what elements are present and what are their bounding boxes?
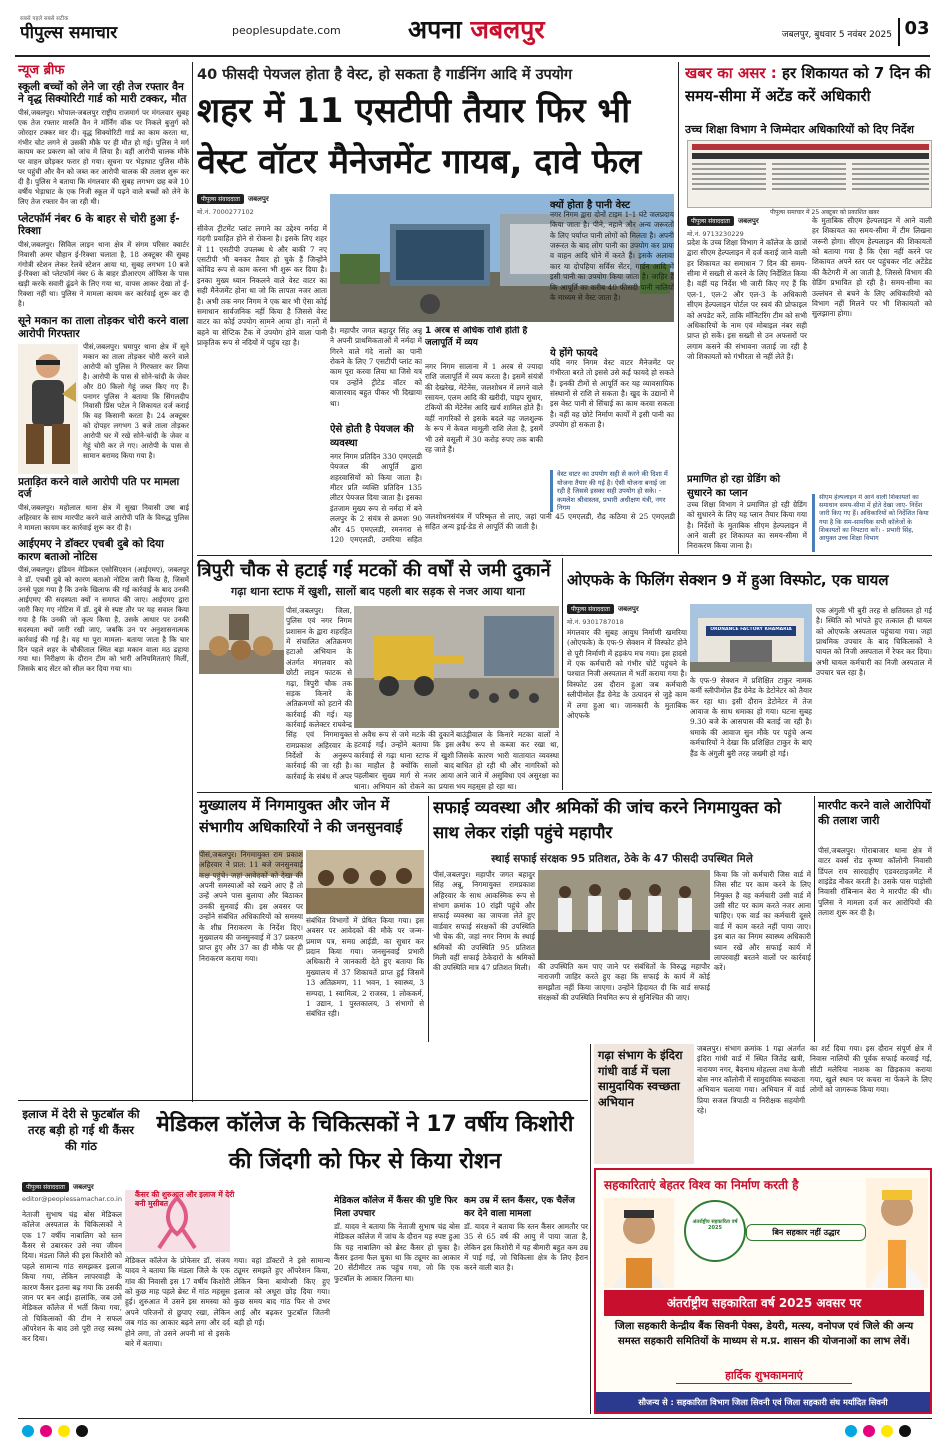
grievance-kicker xyxy=(685,62,933,120)
advert-minister-portrait xyxy=(866,1178,928,1288)
section-city: जबलपुर xyxy=(470,15,545,44)
advert-logo-text: अंतर्राष्ट्रीय सहकारिता वर्ष 2025 xyxy=(692,1219,738,1231)
advert-sponsor: सौजन्य से : सहकारिता विभाग जिला सिवनी एवं जिला सहकारी संघ मर्यादित सिवनी xyxy=(596,1392,930,1412)
byline-city: जबलपुर xyxy=(617,604,639,613)
column-divider xyxy=(428,796,429,1042)
page-number: 03 xyxy=(898,18,930,46)
grievance-quote-text: सीएम हेल्पलाइन में आने वाली शिकायतों का समाधान समय-सीमा में होते देखा जाए- निर्देश जारी किए गए हैं। अधिकारियों को निर्देशित किया गया है कि सम-सामयिक सभी कॉलेजों के शिकायतों का निपटारा करें। - प्रभारी सिंह, आयुक्त उच्च शिक्षा विभाग xyxy=(819,494,929,542)
brief-headline: सूने मकान का ताला तोड़कर चोरी करने वाला आरोपी गिरफ्तार xyxy=(18,315,189,340)
tripuri-photo-left xyxy=(199,606,284,674)
mayor-headline: सफाई व्यवस्था और श्रमिकों की जांच करने निगमायुक्त को साथ लेकर रांझी पहुंचे महापौर xyxy=(433,798,782,842)
byline-source: पीपुल्स संवाददाता xyxy=(687,216,734,226)
grievance-col2: के मुताबिक सीएम हेल्पलाइन में आने वाली हर शिकायत का समय-सीमा में टीम लिखना जरूरी होगा। सीएम हेल्पलाइन की शिकायतों को बताया गया है कि ऐसा नहीं करने पर शिकायत अपने स्तर पर पहुंचकर नॉट अटेंडेड की कैटेगरी में आ जाती है, जिससे विभाग की ग्रेडिंग प्रभावित हो रही है। समय-सीमा का उल्लंघन से बचने के लिए अधिकारियों को विभाग नहीं मिलने पर भी शिकायतों को सुलझाना होगा। xyxy=(812,216,932,319)
stp-col4: नगर निगम द्वारा दोनों टाइम 1-1 घंटे जलप्रदाय किया जाता है। पीने, नहाने और अन्य जरूरतों के लिए पर्याप्त पानी लोगों को मिलता है। अपनी जरूरत के बाद लोग पानी का उपयोग कर प्रायः व वाहन आदि धोने में करते हैं। इसके अलावा कार या दोपहिया सर्विस सेंटर, गार्डन आदि में इसी पानी का उपयोग किया जाता है। जाहिर है कि आपूर्ति का करीब 40 फीसदी पानी नालियों के माध्यम से वेस्ट जाता है। xyxy=(550,210,674,302)
mayor-col4: जबलपुर। संभाग क्रमांक 1 गढ़ा अंतर्गत इंदिरा गांधी वार्ड में स्थित जितेंद्र खत्री, नारायण नगर, बैदनाथ मोहल्ला तथा केजी बोस नगर कॉलोनी में सामुदायिक स्वच्छता अभियान चलाया गया। अभियान में वार्ड प्रिया सजल त्रिपाठी व निरीक्षक सहयोगी रहे। xyxy=(697,1044,805,1116)
medical-col5-head: कम उम्र में स्तन कैंसर, एक चैलेंज कर देने वाला मामला xyxy=(464,1196,575,1219)
tripuri-subhead: गढ़ा थाना स्टाफ में खुशी, सालों बाद पहली बार सड़क से नजर आया थाना xyxy=(231,585,525,598)
registration-mark xyxy=(881,1425,893,1437)
stp-col4-subhead2: ये होंगे फायदे xyxy=(550,348,598,359)
registration-mark xyxy=(58,1425,70,1437)
website-link[interactable]: peoplesupdate.com xyxy=(232,24,341,37)
brief-body: पीसं,जबलपुर। भोपाल-जबलपुर राष्ट्रीय राजमार्ग पर मंगलवार सुबह एक तेज रफ्तार मारुति वैन ने मॉर्निंग वॉक पर निकले बुजुर्ग को जोरदार टक्कर मार दी। वृद्ध सिक्योरिटी गार्ड का काम करता था, गंभीर चोट लगने से उसकी मौके पर ही मौत हो गई। पुलिस ने मर्ग कायम कर प्रकरण को जांच में लिया है। वहीं आरोपी चालक मौके पर वाहन छोड़कर फरार हो गया। सूचना पर भेड़ाघाट पुलिस मौके पर पहुंची और वैन को जब्त कर आरोपी चालक की तलाश शुरू कर दी है। पुलिस ने बताया कि मंगलवार की सुबह लगभग छह बजे 10 वर्षीय भेड़ाघाट के एक निजी स्कूल में पढ़ने वाले बच्चों को लेने के लिए तेज रफ्तार वैन जा रही थी। xyxy=(18,107,189,207)
brief-headline: प्रताड़ित करने वाले आरोपी पति पर मामला दर्ज xyxy=(18,475,180,501)
masthead xyxy=(0,0,945,58)
news-brief-label xyxy=(18,60,189,78)
medical-col3: गया। वहां डॉक्टरों ने इसे सामान्य ट्यूमर समझते हुए ऑपरेशन किया, लेकिन बिना बायोप्सी किए हुए इलाज को अधूरा छोड़ दिया गया। कुछ समय बाद गांठ फिर से उभर आई और बढ़कर फुटबॉल जितनी बड़ी हो गई। xyxy=(234,1256,330,1328)
byline-mobile: मो.नं. 9713230229 xyxy=(687,230,744,238)
cleanliness-box-headline: गढ़ा संभाग के इंदिरा गांधी वार्ड में चला सामुदायिक स्वच्छता अभियान xyxy=(598,1048,683,1109)
stp-col3-subhead: ऐसे होती है पेयजल की व्यवस्था xyxy=(330,424,414,449)
news-brief-column xyxy=(18,60,189,1100)
medical-col4: डॉ. यादव ने बताया कि नेताजी सुभाष चंद्र बोस मेडिकल कॉलेज में जांच के दौरान यह स्पष्ट हुआ कि यह नाबालिग को ब्रेस्ट कैंसर हो चुका है। कैंसर इतना फैल चुका था कि ट्यूमर का आकार 20 सेंटीमीटर तक पहुंच गया, जो कि एक फुटबॉल के आकार जितना था। xyxy=(334,1222,460,1283)
registration-mark xyxy=(845,1425,857,1437)
hearing-col2: संबंधित विभागों में प्रेषित किया गया। इस अवसर पर आवेदकों की मौके पर जन्म-प्रमाण पत्र, समग्र आईडी, का सुधार कर प्रदान किया गया। जनसुनवाई प्रभारी अधिकारी ने जानकारी देते हुए बताया कि मुख्यालय में 37 शिकायतें प्राप्त हुईं जिसमें 13 अतिक्रमण, 11 भवन, 1 स्वास्थ्य, 3 सम्पदा, 1 स्वामित्व, 2 राजस्व, 1 लोककर्म, 1 उद्यान, 1 पुस्तकालय, 3 संभागों से संबंधित रही। xyxy=(306,916,424,1019)
clipping-image xyxy=(687,140,932,208)
byline-city: जबलपुर xyxy=(72,1182,94,1191)
mayor-col2: की उपस्थिति कम पाए जाने पर संबंधितों के विरुद्ध महापौर नाराजगी जाहिर करते हुए कहा कि सफाई के कार्य में कोई समझौता नहीं किया जाएगा। उन्होंने हिदायत दी कि वार्ड सफाई संरक्षकों की उपस्थिति नियमित रूप से सुनिश्चित की जाए। xyxy=(538,962,710,1003)
news-brief-prefix: न्यूज xyxy=(18,63,40,78)
brand-name: पीपुल्स समाचार xyxy=(20,23,118,43)
stp-byline xyxy=(197,194,327,220)
ofk-headline: ओएफके के फिलिंग सेक्शन 9 में हुआ विस्फोट, एक घायल xyxy=(567,571,889,589)
hearing-col1: पीसं,जबलपुर। निगमायुक्त राम प्रकाश अहिरवार ने प्रात: 11 बजे जनसुनवाई कक्ष पहुंचे। जहां आवेदकों को देखा की अपनी समस्याओं को रखने आए हैं तो उन्हें अपने पास बुलाया और बिठाकर उनकी सुनवाई की। इस अवसर पर उन्होंने संबंधित अधिकारियों को समस्या के शीघ्र निराकरण के निर्देश दिए। मुख्यालय की जनसुनवाई में 37 प्रकरण प्राप्त हुए और 37 का ही मौके पर ही निराकरण कराया गया। xyxy=(199,850,303,963)
section-title xyxy=(408,12,608,48)
ofk-col2: के एफ-9 सेक्शन में प्रशिक्षित टाकुर नामक कर्मी स्लीपीमोल हैंड ग्रेनेड के डेटोनेटर को तैयार कर रहा था। इसी दौरान डेटोनेटर में तेज आवाज के साथ धमाका हो गया। घटना सुबह 9.30 बजे के आसपास की बताई जा रही है। धमाके की आवाज सुन मौके पर पहुंचे अन्य कर्मचारियों ने देखा कि प्रशिक्षित टाकुर के बाएं हैंड के अंगुली बुरी तरह जख्मी हो गई। xyxy=(690,676,812,758)
registration-mark xyxy=(76,1425,88,1437)
brief-item xyxy=(18,81,189,207)
byline-source: पीपुल्स संवाददाता xyxy=(567,604,614,614)
column-divider xyxy=(562,558,563,790)
grievance-quote xyxy=(812,494,932,552)
stp-quote-text: वेस्ट वाटर का उपयोग सही से करने की दिशा में योजना तैयार की गई है। ऐसी योजना बनाई जा रही है जिससे इसका सही उपयोग हो सके। - कमलेश श्रीवास्तव, प्रभारी अधीक्षण यंत्री, नगर निगम xyxy=(557,470,668,512)
medical-col2: मेडिकल कॉलेज के प्रोफेसर डॉ. संजय यादव ने बताया कि मंडला जिले के एक गांव की निवासी इस 17 वर्षीय किशोरी को कुछ माह पहले ब्रेस्ट में गांठ महसूस हुई। शुरुआत में उसने इस समस्या को अपने परिजनों से छुपाए रखा, लेकिन जब गांठ का आकार बढ़ने लगा और दर्द होने लगा, तो उसने अपनी मां से इसके बारे में बताया। xyxy=(125,1256,230,1348)
advert-cm-portrait xyxy=(604,1198,674,1288)
brief-body: पीसं,जबलपुर। इंडियन मेडिकल एसोसिएशन (आईएमए), जबलपुर ने डॉ. एचबी दुबे को कारण बताओ नोटिस जारी किया है, जिसमें उनसे पूछा गया है कि उनके खिलाफ की गई कार्रवाई के बाद उनकी आईएमए की सदस्यता क्यों न समाप्त की जाए। आईएमए द्वारा जारी किए गए नोटिस में डॉ. दुबे से स्पष्ट तौर पर यह सवाल किया गया है कि उनकी जो कृत्य किया है, उसके आधार पर उनकी सदस्यता क्यों जारी रखी जाए, जबकि उन पर अनुशासनात्मक कार्रवाई की गई है। यह था पूरा मामला- बताया जाता है कि चार दिन पहले शहर के चौकीताल स्थित बड़ा मकान वाला मठ ढहाया गया था। निरीक्षण के दौरान टीम को भारी अनियमितताएं मिलीं, जिसके बाद सेंटर को सील कर दिया गया था। xyxy=(18,565,189,674)
ofk-sidebar-headline: मारपीट करने वाले आरोपियों की तलाश जारी xyxy=(818,799,931,827)
medical-col5: डॉ. यादव ने बताया कि स्तन कैंसर आमतौर पर 35 से 65 वर्ष की आयु में पाया जाता है, लेकिन इस किशोरी में यह बीमारी बहुत कम उम्र में पाई गई, जो चिकित्सा क्षेत्र के लिए हैरान करने वाली बात है। xyxy=(464,1222,588,1273)
hearing-headline: मुख्यालय में निगमायुक्त और जोन में संभागीय अधिकारियों ने की जनसुनवाई xyxy=(199,798,403,836)
byline-email: editor@peoplessamachar.co.in xyxy=(22,1195,122,1203)
ofk-gate-photo xyxy=(690,604,812,672)
mayor-photo xyxy=(538,870,710,960)
news-brief-suffix: ब्रीफ xyxy=(43,63,65,78)
masthead-rule xyxy=(15,55,930,57)
ofk-sidebar-body: पीसं,जबलपुर। गोराबाजार थाना क्षेत्र में वाटर वर्क्स रोड कृष्णा कॉलोनी निवासी डिंपल राय सारदाहीए एडवरटाइजमेंट में शाइंडेड नौकर करती है। उसके पास पाड़ोसी निवासी रॉबिन्सन बेरा ने मारपीट की थी। पुलिस ने मामला दर्ज कर आरोपियों की तलाश शुरू कर दी है। xyxy=(818,846,932,918)
medical-col2-tag: कैंसर की शुरुआत और इलाज में देरी बनी मुसीबत xyxy=(135,1190,235,1209)
registration-mark xyxy=(899,1425,911,1437)
column-divider xyxy=(678,62,679,554)
stp-photo-caption: 1 अरब से अधिक राशि होती है जलापूर्ति में व्यय xyxy=(425,326,528,348)
grievance-col1-subhead: प्रमाणित हो रहा ग्रेडिंग को सुधारने का प्लान xyxy=(687,474,781,499)
brief-item xyxy=(18,476,189,533)
column-divider xyxy=(590,1044,591,1414)
medical-col1: नेताजी सुभाष चंद्र बोस मेडिकल कॉलेज अस्पताल के चिकित्सकों ने एक 17 वर्षीय नाबालिग को स्तन कैंसर से उबारकर उसे नया जीवन दिया। मंडला जिले की इस किशोरी को पहले सामान्य गांठ समझकर इलाज किया गया, लेकिन लापरवाही के कारण कैंसर इतना बढ़ गया कि उसकी जान पर बन आई। हालांकि, जब उसे मेडिकल कॉलेज में भर्ती किया गया, तो चिकित्सकों की टीम ने सफल ऑपरेशन के बाद उसे पूरी तरह स्वस्थ कर दिया। xyxy=(22,1210,122,1344)
advert-body: जिला सहकारी केन्द्रीय बैंक सिवनी पेक्स, डेयरी, मत्स्य, वनोपज एवं जिले की अन्य समस्त सहकारी समितियों के माध्यम से म.प्र. शासन की योजनाओं का लाभ लेवें। xyxy=(614,1321,914,1347)
registration-mark xyxy=(863,1425,875,1437)
tripuri-photo-main xyxy=(354,606,559,728)
stp-col5: नगर निगम सालाना में 1 अरब से ज्यादा राशि जलापूर्ति में व्यय करता है। इसमें संयंत्रों की देखरेख, मेंटेनेंस, जलशोधन में लगने वाले रसायन, एलम आदि की खरीदी, पाइप सुधार, टंकियों की मेंटेनेंस आदि खर्च शामिल होते हैं। वहीं नागरिकों से इसके बदले वह जलशुल्क के रूप में केवल मामूली राशि लेता है, इसमें भी उसे वसूली में 30 करोड़ रुपए तक बाकी रह जाते हैं। xyxy=(425,362,543,454)
advert-year-banner: अंतर्राष्ट्रीय सहकारिता वर्ष 2025 अवसर पर xyxy=(604,1290,924,1316)
brand-tag: सबसे पहले सबसे सटीक xyxy=(20,16,69,22)
section-rule xyxy=(197,792,932,793)
advert-slogan: बिन सहकार नहीं उद्धार xyxy=(746,1224,866,1241)
brief-item xyxy=(18,315,189,461)
medical-byline xyxy=(22,1182,140,1206)
brief-body: पीसं,जबलपुर। सिविल लाइन थाना क्षेत्र में संगम परिसर क्वार्टर निवासी अमर चौहान ई-रिक्शा चलाता है, 18 अक्टूबर की सुबह गंगोत्री स्टेशन लेकर रेलवे स्टेशन आया था, सुबह लगभग 10 बजे ई-रिक्शा को प्लेटफॉर्म नंबर 6 के बाहर डीआरएम ऑफिस के पास खड़ी करके सवारी ढूंढने के लिए गया था, वापस आकर देखा तो ई-रिक्शा नहीं था। पुलिस ने मामला कायम कर कार्रवाई शुरू कर दी है। xyxy=(18,239,189,309)
stp-col3: है। महापौर जगत बहादुर सिंह अन्नू ने अपनी प्राथमिकताओं में नर्मदा में गिरने वाले गंदे नालों का पानी रोकने के लिए 7 एसटीपी प्लांट का काम पूरा करवा लिया था जिसे यत्र पत्र उन्होंने ट्रीटेड वॉटर को बाजारवाद बहुत पीकर भी दिखाया था। xyxy=(330,326,422,408)
brief-item xyxy=(18,538,189,674)
stp-story-kicker: 40 फीसदी पेयजल होता है वेस्ट, हो सकता है गार्डनिंग आदि में उपयोग xyxy=(197,67,573,83)
brief-item xyxy=(18,213,189,309)
tripuri-col1-lead xyxy=(199,678,284,782)
tripuri-col3: बाउंड्रीवाल के किनारे मटका वालों ने अवैध रूप से कब्जा कर रखा था, जिसके कारण भारी यातायात व्यवस्था बाधित हो रही थी और नागरिकों को आने जाने में असुविधा एवं असुरक्षा का भय महसूस हो रहा था। xyxy=(456,730,559,790)
grievance-headline: उच्च शिक्षा विभाग ने जिम्मेदार अधिकारियों को दिए निर्देश xyxy=(685,123,915,136)
section-prefix: अपना xyxy=(408,15,462,44)
stp-quote xyxy=(550,470,674,512)
section-rule xyxy=(18,1100,588,1101)
grievance-col1b: उच्च शिक्षा विभाग ने प्रमाणित हो रही ग्रेडिंग को सुधारने के लिए यह प्लान तैयार किया गया है। निर्देशों के मुताबिक सीएम हेल्पलाइन में आने वाली हर शिकायत का समय-सीमा में निराकरण किया जाना है। xyxy=(687,500,807,551)
brief-headline: प्लेटफॉर्म नंबर 6 के बाहर से चोरी हुआ ई-रिक्शा xyxy=(18,212,180,238)
brief-headline: आईएमए ने डॉक्टर एचबी दुबे को दिया कारण बताओ नोटिस xyxy=(18,538,164,563)
grievance-col1: प्रदेश के उच्च शिक्षा विभाग ने कॉलेज के छात्रों द्वारा सीएम हेल्पलाइन में दर्ज कराई जाने वाली हर शिकायत का समाधान 7 दिन की समय-सीमा में सख्ती से करने के लिए निर्देशित किया है। वहीं यह निर्देश भी जारी किए गए हैं कि एल-1, एल-2 और एल-3 के अधिकारी सीएम हेल्पलाइन पोर्टल पर स्वयं की प्रोफाइल को अपडेट करें, ताकि मॉनिटरिंग टीम को सभी अधिकारियों के नाम एवं मोबाइल नंबर सही प्राप्त हो सकें। इस सख्ती से उन अफसरों पर लगाम कसने की संभावना जताई जा रही है जो शिकायतों को गंभीरता से नहीं लेते हैं। xyxy=(687,238,807,361)
stp-col1: सीवेज ट्रीटमेंट प्लांट लगाने का उद्देश्य नर्मदा में गंदगी प्रवाहित होने से रोकना है। इसके लिए शहर में 11 एसटीपी उपलब्ध थे और बाकी 7 नए एसटीपी भी बनकर तैयार हो चुके हैं जिन्होंने कोविड रूप से काम करना भी शुरू कर दिया है। इनका मुख्य ध्यान निकलने वाले वेस्ट वाटर का सही मैनेजमेंट होना था जो कि लापता नजर आता है। अभी तक नगर निगम ने एक बार भी ऐसा कोई समाधान सार्वजनिक नहीं किया है जिससे वेस्ट वाटर का कोई उपयोग सामने आया हो। नालों में बहने या सेप्टिक टैंक में उपयोग होने वाला पानी प्राकृतिक रूप से नदियों में पहुंच रहा है। xyxy=(197,224,327,347)
registration-mark xyxy=(22,1425,34,1437)
stp-col4-subhead: क्यों होता है पानी वेस्ट xyxy=(550,200,631,211)
mayor-col3: किया कि जो कर्मचारी जिस वार्ड में जिस सीट पर काम करने के लिए नियुक्त है वह कर्मचारी उसी वार्ड में उसी सीट पर काम करते नजर आना चाहिए। एक वार्ड का कर्मचारी दूसरे वार्ड में काम करते नहीं पाया जाए। इस बात का निगम स्वास्थ्य अधिकारी ध्यान रखें और सफाई कार्य में लापरवाही बरतने वालों पर कार्रवाई करें। xyxy=(714,870,811,973)
brand-logo xyxy=(20,14,230,44)
ofk-col3: एक अंगुली भी बुरी तरह से क्षतिग्रस्त हो गई है। स्थिति को भांपते हुए तत्काल ही घायल को ओएफके अस्पताल पहुंचाया गया। जहां प्राथमिक उपचार के बाद चिकित्सकों ने घायल को निजी अस्पताल में रेफर कर दिया। अभी घायल कर्मचारी का निजी अस्पताल में उपचार चल रहा है। xyxy=(816,606,932,678)
kicker-rest: हर शिकायत को 7 दिन की समय-सीमा में अटेंड करें अधिकारी xyxy=(685,64,931,105)
grievance-byline xyxy=(687,216,807,240)
brief-body: पीसं,जबलपुर। घमापुर थाना क्षेत्र में सूने मकान का ताला तोड़कर चोरी करने वाले आरोपी को पुलिस ने गिरफ्तार कर लिया है। आरोपी के पास से सोने-चांदी के जेवर और 80 किलो गेहूं जब्त किए गए हैं। पनागर पुलिस ने बताया कि सिंगलदीप निवासी प्रिंस पटेल ने शिकायत दर्ज कराई कि वह किसानी करता है। 24 अक्टूबर को दोपहर लगभग 3 बजे ताला तोड़कर आरोपी घर में रखे सोने-चांदी के जेवर व गेहूं चोरी कर ले गए। आरोपी के पास से सामान बरामद किया गया है। xyxy=(83,341,189,461)
clipping-caption: पीपुल्स समाचार में 25 अक्टूबर को प्रकाशित खबर xyxy=(770,209,880,216)
tripuri-col2: से अवैध रूप से जमे मटके की दुकानें हटवाई गईं। उन्होंने बताया कि इस कार्रवाई से गढ़ा थाना स्टाफ में खुशी का माहौल है क्योंकि सालों बाद पहलीबार सुख्य मार्ग से नजर आया थाना। अभियान को रोकने का प्रयास xyxy=(354,730,454,790)
tripuri-headline: त्रिपुरी चौक से हटाई गई मटकों की वर्षों से जमी दुकानें xyxy=(197,560,551,581)
dateline: जबलपुर, बुधवार 5 नवंबर 2025 xyxy=(781,30,892,40)
tripuri-col1: पीसं,जबलपुर। जिला, पुलिस एवं नगर निगम प्रशासन के द्वारा शहरहित में संचालित अतिक्रमण हटाओ अभियान के अंतर्गत मंगलवार को छोटी लाइन फाटक से गढ़ा, त्रिपुरी चौक तक सड़क किनारे के अतिक्रमणों को हटाने की कार्रवाई की गई। यह कार्रवाई कलेक्टर राघवेन्द्र सिंह एवं निगमायुक्त रामप्रकाश अहिरवार के निर्देशों के अनुरूप कार्रवाई की जा रही है। कार्रवाई के संबंध में अपर xyxy=(286,606,352,781)
section-rule xyxy=(197,555,932,556)
byline-mobile: मो.नं. 9301787018 xyxy=(567,618,624,626)
byline-mobile: मो.नं. 7000277102 xyxy=(197,208,254,216)
column-divider xyxy=(192,62,193,1102)
stp-story-headline: शहर में 11 एसटीपी तैयार फिर भी वेस्ट वॉटर मैनेजमेंट गायब, दावे फेल xyxy=(197,91,642,182)
medical-side-headline: इलाज में देरी से फुटबॉल की तरह बड़ी हो गई थी कैंसर की गांठ xyxy=(22,1107,140,1154)
byline-city: जबलपुर xyxy=(247,194,269,203)
mayor-col1: पीसं,जबलपुर। महापौर जगत बहादुर सिंह अन्नू, निगमायुक्त रामप्रकाश अहिरवार के साथ आकस्मिक रूप से संभाग क्रमांक 10 रांझी पहुंचे और सफाई व्यवस्था का जायजा लेते हुए वार्डवार सफाई संरक्षकों की उपस्थिति भी चेक की, जहां नगर निगम के स्थाई श्रमिकों की उपस्थिति 95 प्रतिशत मिली वहीं सफाई ठेकेदारों के श्रमिकों की उपस्थिति मात्र 47 प्रतिशत मिली। xyxy=(433,870,535,973)
stp-col4b: यदि नगर निगम वेस्ट वाटर मैनेजमेंट पर गंभीरता बरते तो इससे उसे कई फायदे हो सकते हैं। इनकी टीमों से आपूर्ति कर यह व्यावसायिक संस्थानों से राशि ले सकता है। खुद के उद्यानों में इस वेस्ट पानी से सिंचाई का काम करवा सकता है। वहीं वह छोटे निर्माण कार्यों में इसी पानी का उपयोग हो सकता है। xyxy=(550,358,674,430)
stp-col2 xyxy=(245,326,325,327)
medical-col4-head: मेडिकल कॉलेज में कैंसर की पुष्टि फिर मिला उपचार xyxy=(334,1196,458,1219)
brief-body: पीसं,जबलपुर। महोलाल थाना क्षेत्र में सूखा निवासी उषा बाई अहिरवार के साथ मारपीट करने वाले आरोपी पति के विरुद्ध पुलिस ने मामला कायम कर कार्रवाई शुरू कर दी है। xyxy=(18,502,189,532)
mayor-col5: का शर्ट दिया गया। इस दौरान संपूर्ण क्षेत्र में निवास नालियों की पूर्वक सफाई करवाई गई, सीटी मलेरिया नाशक का छिड़काव कराया गया, खुले स्थान पर कचरा ना फेंकने के लिए लोगों को जागरूक किया गया। xyxy=(810,1044,932,1095)
cooperative-advert xyxy=(594,1168,932,1414)
advert-logo xyxy=(684,1200,746,1262)
bottom-rule xyxy=(18,1418,932,1419)
registration-mark xyxy=(40,1425,52,1437)
byline-city: जबलपुर xyxy=(737,216,759,225)
stp-col5b: जलशोधनसंयंत्र में परिष्कृत से लाए, जहां पानी 45 एमएलडी, रौद्र कठिया से 25 एमएलडी सहित अन्य ड्राई-डेड से आपूर्ति की जाती है। xyxy=(425,512,675,532)
kicker-red: खबर का असर : xyxy=(685,64,777,82)
column-divider xyxy=(814,796,815,1042)
cleanliness-box xyxy=(594,1044,694,1164)
hearing-photo-2 xyxy=(306,850,424,914)
byline-source: पीपुल्स संवाददाता xyxy=(197,194,244,204)
stp-col3b: नगर निगम प्रतिदिन 330 एमएलडी पेयजल की आपूर्ति द्वारा शहरवासियों को किया जाता है। मीटर प्रति व्यक्ति प्रतिदिन 135 लीटर पेयजल दिया जाता है। इसका इंतजाम मुख्य रूप से नर्मदा में बने ललपुर के 2 संयंत्र से क्रमशः 90 और 45 एमएलडी, रमनगरा से 120 एमएलडी, उमरिया सहित xyxy=(330,452,422,544)
brief-headline: स्कूली बच्चों को लेने जा रही तेज रफ्तार वैन ने वृद्ध सिक्योरिटी गार्ड को मारी टक्कर, मौत xyxy=(18,81,187,106)
byline-source: पीपुल्स संवाददाता xyxy=(22,1182,69,1192)
gate-sign-text: ORDNANCE FACTORY KHAMARIA xyxy=(710,627,792,632)
ofk-col1: मंगलवार की सुबह आयुध निर्माणी खमरिया (ओएफके) के एफ-9 सेक्शन में विस्फोट होने से पूरी निर्माणी में हड़कंप मच गया। इस हादसे में एक कर्मचारी को गंभीर चोटें पहुंचने के पश्चात निजी अस्पताल में भर्ती कराया गया है। विस्फोट उस दौरान हुआ जब कर्मचारी स्लीपीमोल हैंड ग्रेनेड के उत्पादन से जुड़े काम में लगा हुआ था। जानकारी के मुताबिक ओएफके xyxy=(567,628,687,720)
advert-headline: सहकारिताएं बेहतर विश्व का निर्माण करती है xyxy=(604,1178,799,1192)
medical-headline: मेडिकल कॉलेज के चिकित्सकों ने 17 वर्षीय किशोरी की जिंदगी को फिर से किया रोशन xyxy=(156,1112,574,1175)
mayor-subhead: स्थाई सफाई संरक्षक 95 प्रतिशत, ठेके के 47 फीसदी उपस्थित मिले xyxy=(491,853,753,865)
advert-greeting: हार्दिक शुभकामनाएं xyxy=(676,1368,852,1384)
thief-illustration xyxy=(18,344,78,474)
